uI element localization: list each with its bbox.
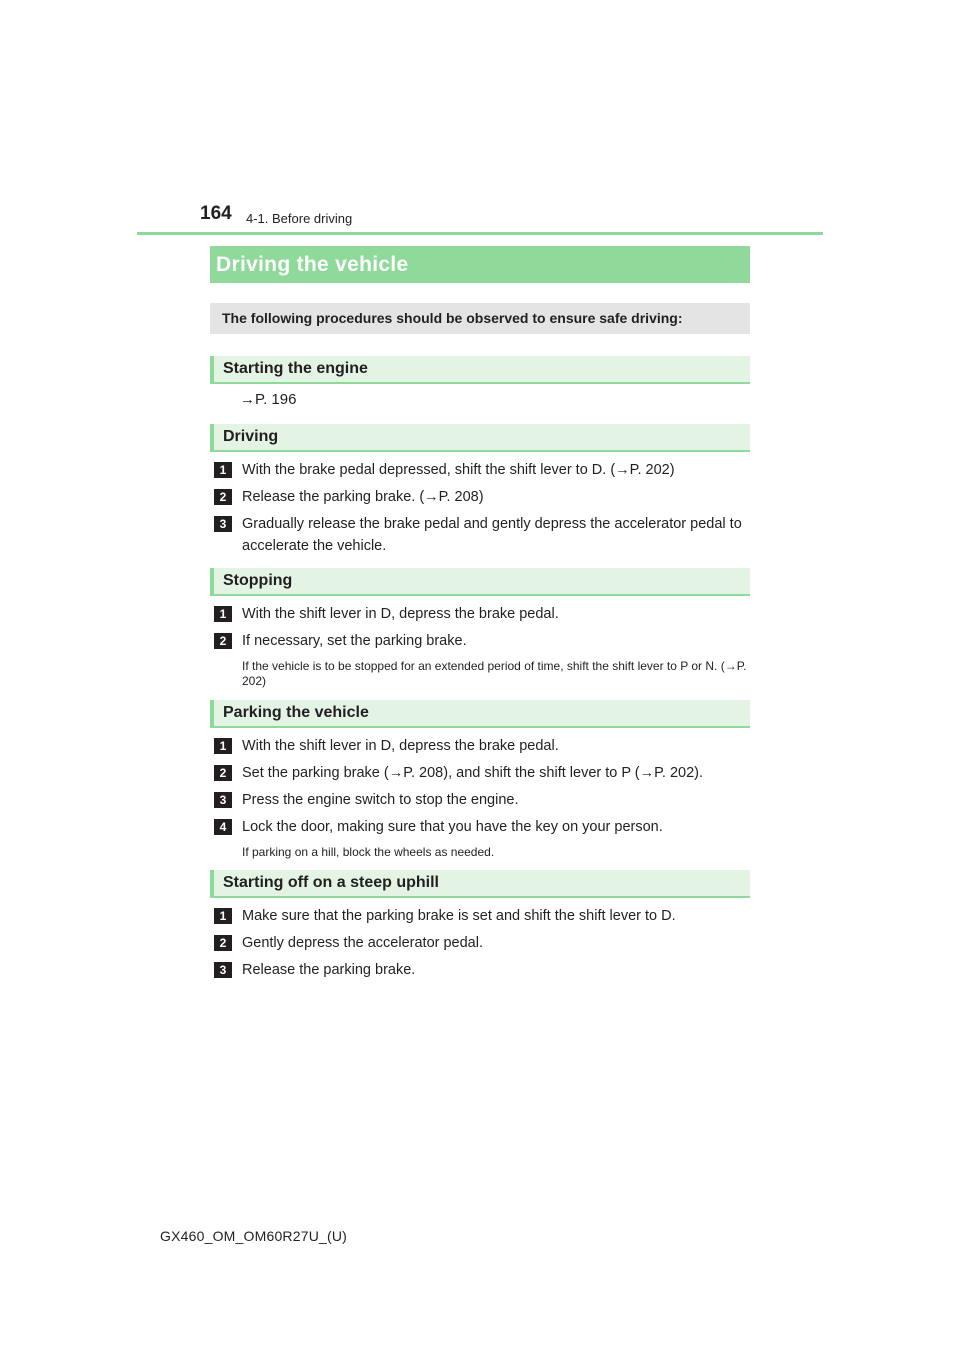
step-number: 3 bbox=[214, 516, 232, 532]
page-number: 164 bbox=[200, 203, 232, 224]
step-number: 1 bbox=[214, 908, 232, 924]
step-text: Release the parking brake. (→P. 208) bbox=[242, 489, 484, 505]
step-number: 1 bbox=[214, 738, 232, 754]
section-heading-uphill: Starting off on a steep uphill bbox=[210, 870, 750, 898]
step-number: 4 bbox=[214, 819, 232, 835]
section-heading-driving: Driving bbox=[210, 424, 750, 452]
step-number: 2 bbox=[214, 765, 232, 781]
note-text: If the vehicle is to be stopped for an extended period of time, shift the shift lever to P or N. (→P. 202) bbox=[242, 659, 747, 688]
step-text: Make sure that the parking brake is set and shift the shift lever to D. bbox=[242, 908, 676, 924]
step-text: If necessary, set the parking brake. bbox=[242, 633, 467, 649]
step-number: 2 bbox=[214, 935, 232, 951]
page-reference: →P. 196 bbox=[240, 391, 297, 408]
step-text: Gradually release the brake pedal and gently depress the accelerator pedal to accelerate the vehicle. bbox=[242, 516, 742, 554]
step-number: 1 bbox=[214, 606, 232, 622]
step-text: Set the parking brake (→P. 208), and shift the shift lever to P (→P. 202). bbox=[242, 765, 704, 781]
step-number: 2 bbox=[214, 489, 232, 505]
step-text: With the brake pedal depressed, shift the shift lever to D. (→P. 202) bbox=[242, 462, 675, 478]
chapter-title: 4-1. Before driving bbox=[246, 211, 353, 226]
section-heading-parking: Parking the vehicle bbox=[210, 700, 750, 728]
step-number: 3 bbox=[214, 792, 232, 808]
step-number: 2 bbox=[214, 633, 232, 649]
step-number: 3 bbox=[214, 962, 232, 978]
footer-code: GX460_OM_OM60R27U_(U) bbox=[160, 1228, 348, 1244]
step-text: Release the parking brake. bbox=[242, 962, 416, 978]
step-text: With the shift lever in D, depress the brake pedal. bbox=[242, 606, 559, 622]
step-text: Gently depress the accelerator pedal. bbox=[242, 935, 483, 951]
page-title: Driving the vehicle bbox=[210, 246, 750, 283]
step-text: Lock the door, making sure that you have the key on your person. bbox=[242, 819, 663, 835]
section-heading-starting: Starting the engine bbox=[210, 356, 750, 384]
step-text: Press the engine switch to stop the engine. bbox=[242, 792, 519, 808]
step-text: With the shift lever in D, depress the brake pedal. bbox=[242, 738, 559, 754]
section-heading-stopping: Stopping bbox=[210, 568, 750, 596]
note-text: If parking on a hill, block the wheels as needed. bbox=[242, 845, 495, 859]
intro-text: The following procedures should be observed to ensure safe driving: bbox=[210, 303, 750, 334]
header-rule bbox=[137, 232, 823, 235]
step-number: 1 bbox=[214, 462, 232, 478]
